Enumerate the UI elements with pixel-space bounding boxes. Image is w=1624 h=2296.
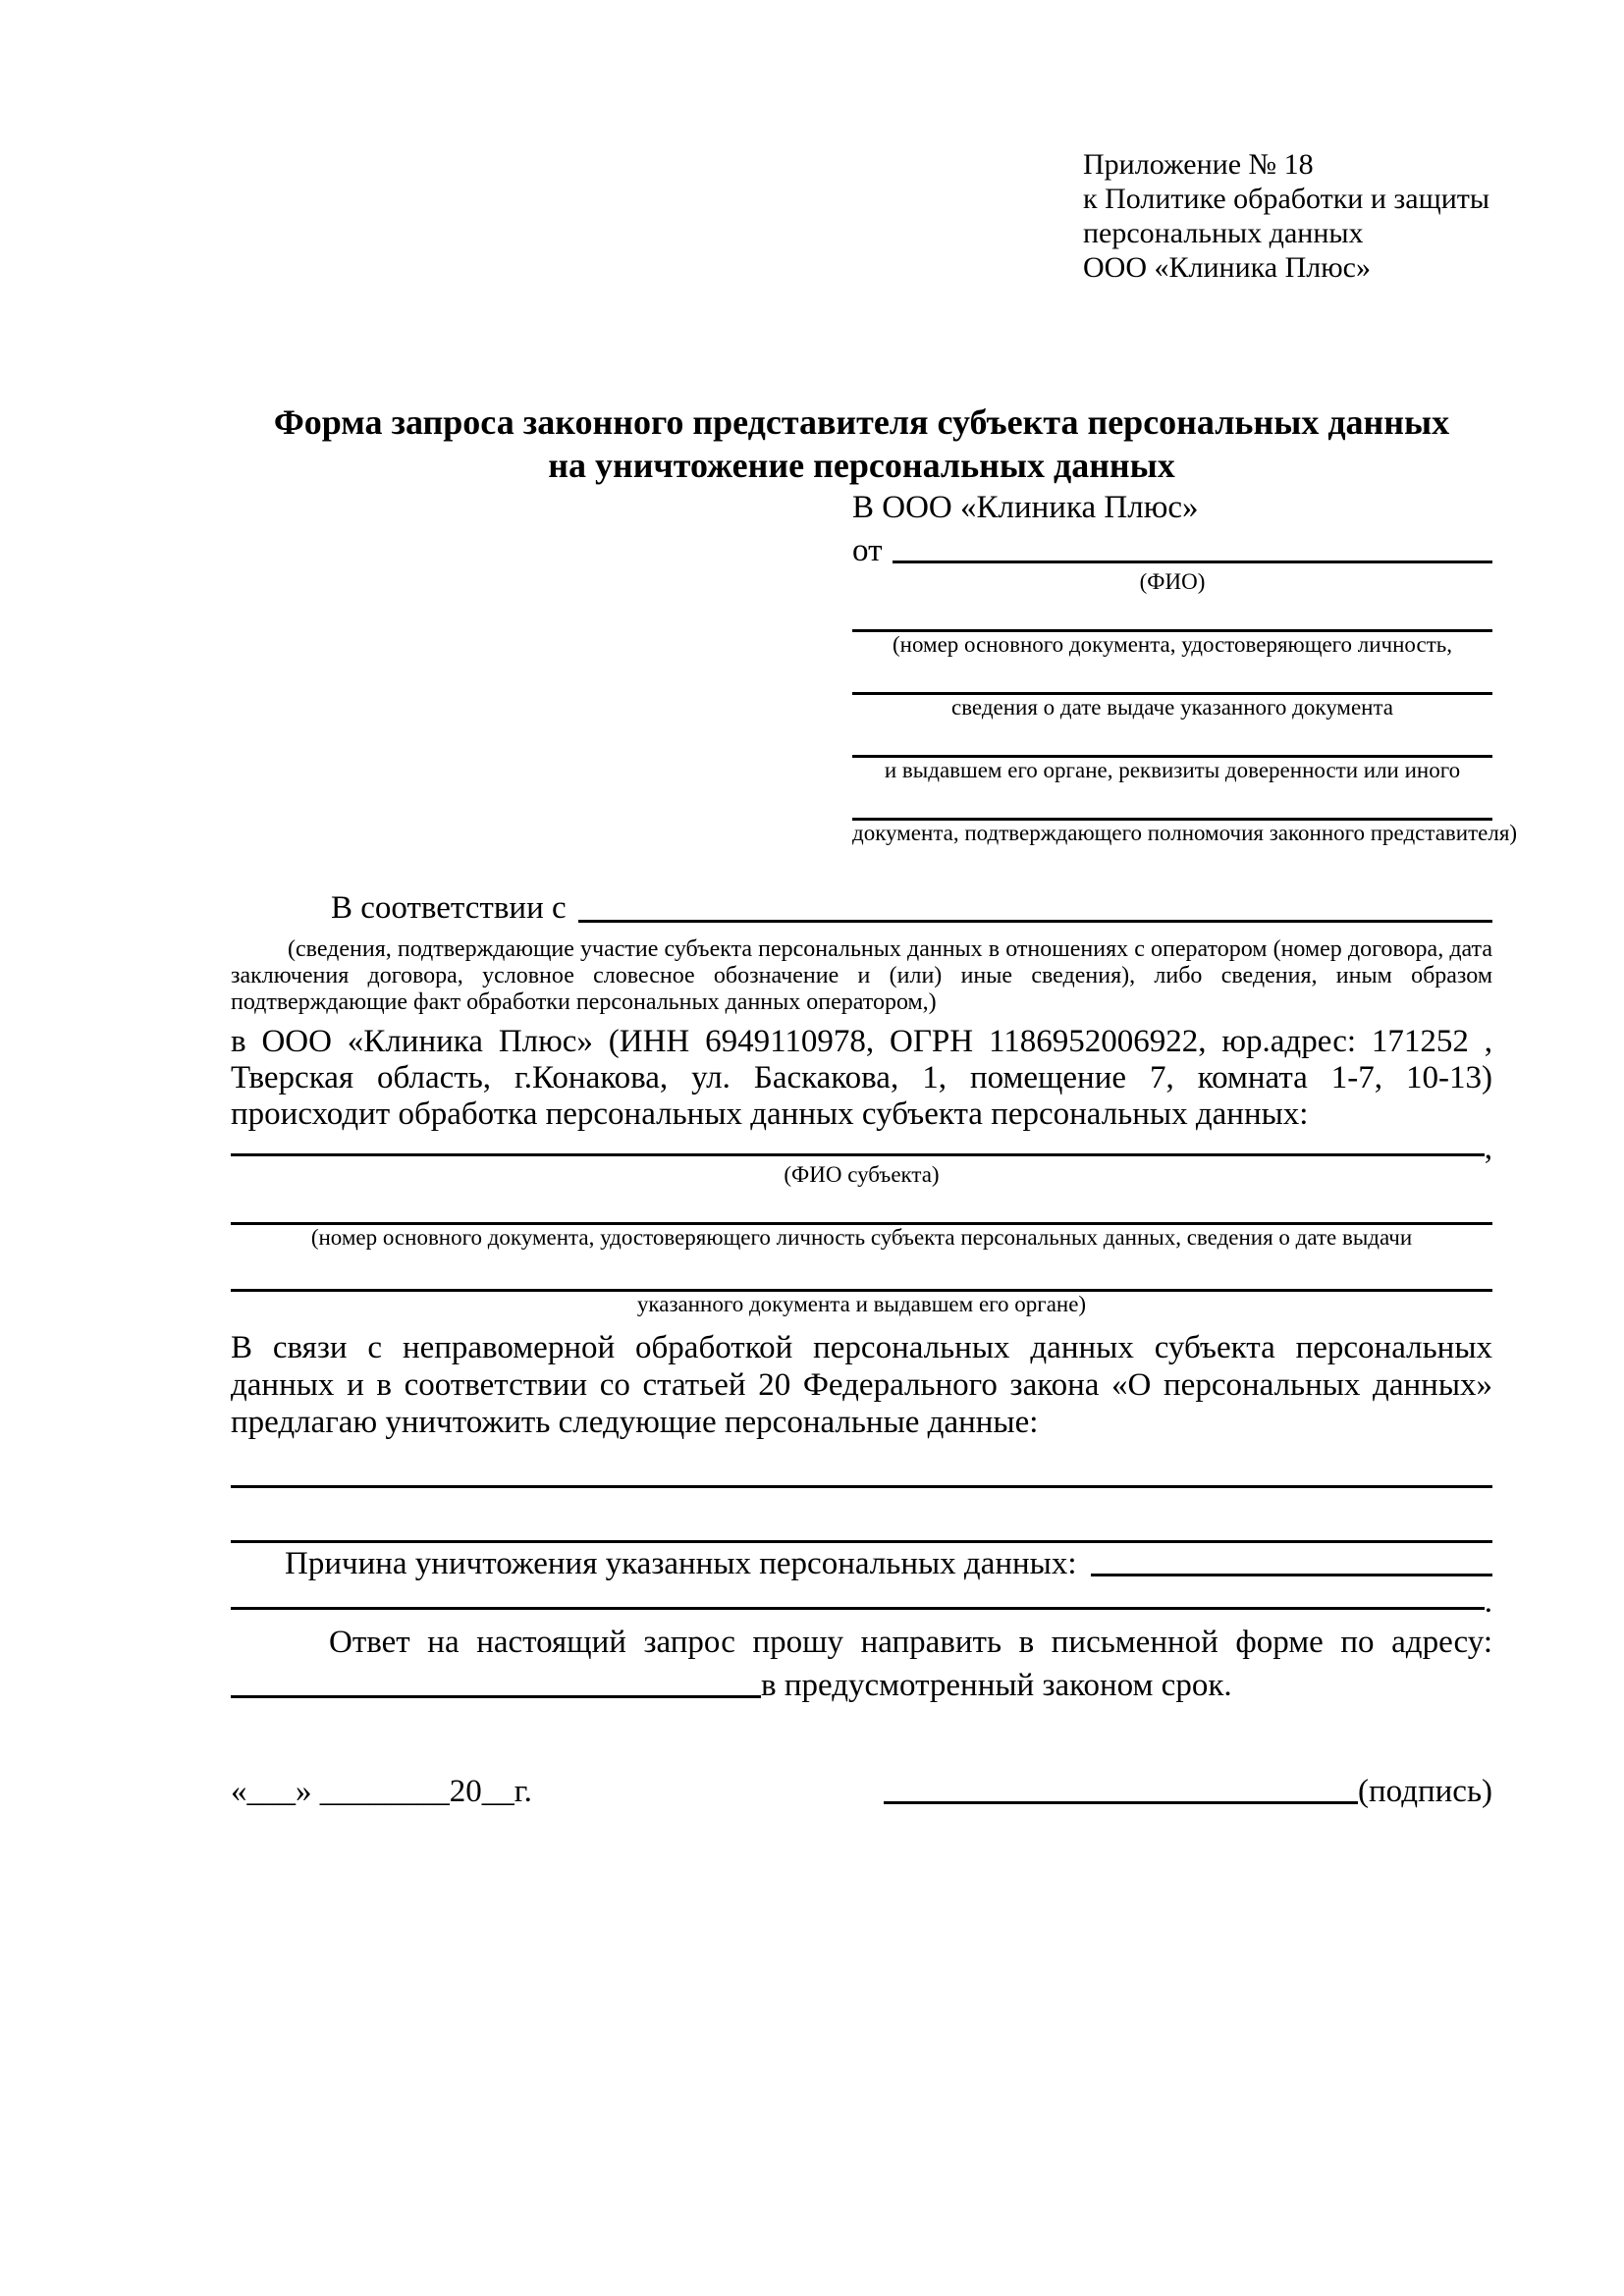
data-to-destroy-field-2[interactable] [231,1516,1492,1543]
trailing-comma: , [1484,1131,1492,1166]
accordance-row [231,885,1492,931]
signature-caption: (подпись) [1358,1774,1492,1809]
subject-fio-caption: (ФИО субъекта) [784,1162,940,1187]
form-title [231,400,1492,487]
appendix-block [1083,147,1492,285]
appendix-line: персональных данных [1083,217,1364,249]
subject-doc-field-2[interactable] [231,1264,1492,1292]
footer-row [231,1773,1492,1810]
representative-doc-field-group [852,795,1518,846]
recipient-organization: В ООО «Клиника Плюс» [852,490,1199,525]
accordance-basis-field[interactable] [578,920,1492,923]
form-title-line1: Форма запроса законного представителя субъекта персональных данных [273,402,1450,442]
reason-label: Причина уничтожения указанных персональных данных: [285,1546,1077,1581]
subject-doc-caption-2: указанного документа и выдавшем его органе) [636,1292,1087,1316]
representative-doc-caption-4: документа, подтверждающего полномочия законного представителя) [852,821,1518,845]
accordance-lead: В соответствии с [331,890,567,926]
subject-fio-row [231,1131,1492,1166]
representative-doc-caption-1: (номер основного документа, удостоверяющего личность, [892,632,1452,657]
appendix-line: ООО «Клиника Плюс» [1083,251,1371,284]
from-row [852,532,1492,569]
answer-address-sentence: Ответ на настоящий запрос прошу направить в письменной форме по адресу: [329,1625,1492,1660]
appendix-line: Приложение № 18 [1083,148,1314,181]
representative-doc-field-group [852,669,1492,721]
appendix-line: к Политике обработки и защиты [1083,183,1490,215]
representative-doc-field-group [852,732,1492,783]
subject-doc-caption-1: (номер основного документа, удостоверяющего личность субъекта персональных данных, сведения о дате выдачи [310,1225,1413,1250]
form-title-line2: на уничтожение персональных данных [548,446,1175,485]
trailing-period: . [1484,1584,1492,1620]
reason-field-continuation[interactable] [231,1607,1485,1610]
fio-caption: (ФИО) [1139,569,1206,594]
answer-address-row [231,1667,1492,1704]
subject-fio-field[interactable] [231,1153,1485,1156]
reason-field[interactable] [1091,1574,1492,1576]
answer-tail-text: в предусмотренный законом срок. [761,1668,1232,1703]
answer-address-field[interactable] [231,1695,761,1698]
representative-doc-field-group [852,607,1492,658]
representative-doc-caption-3: и выдавшем его органе, реквизиты доверенности или иного [884,758,1461,782]
recipient-block [852,487,1518,846]
date-field[interactable]: «___» ________20__г. [231,1774,532,1809]
signature-field[interactable] [884,1801,1358,1804]
signature-group [884,1773,1492,1810]
representative-doc-field-2[interactable] [852,669,1492,695]
reason-row [231,1545,1492,1582]
data-to-destroy-field-1[interactable] [231,1461,1492,1488]
representative-doc-field-1[interactable] [852,607,1492,632]
from-label: от [852,533,883,568]
accordance-note: (сведения, подтверждающие участие субъекта персональных данных в отношениях с оператором (номер договора, дата заключения договора, условное словесное обозначение и (или) иные сведения), либо сведения, иным образом подтверждающие факт обработки персональных данных оператором,) [231,936,1492,1015]
subject-doc-field-1[interactable] [231,1198,1492,1225]
representative-doc-field-4[interactable] [852,795,1492,821]
representative-fio-field[interactable] [893,561,1493,563]
destruction-request-paragraph: В связи с неправомерной обработкой персональных данных субъекта персональных данных и в соответствии со статьей 20 Федерального закона «О персональных данных» предлагаю уничтожить следующие персональные данные: [231,1330,1492,1440]
reason-continuation-row [231,1584,1492,1620]
representative-doc-caption-2: сведения о дате выдаче указанного документа [950,695,1394,720]
operator-details-paragraph: в ООО «Клиника Плюс» (ИНН 6949110978, ОГРН 1186952006922, юр.адрес: 171252 , Тверская область, г.Конакова, ул. Баскакова, 1, помещение 7, комната 1-7, 10-13) происходит обработка персональных данных субъекта персональных данных: [231,1024,1492,1132]
representative-doc-field-3[interactable] [852,732,1492,758]
